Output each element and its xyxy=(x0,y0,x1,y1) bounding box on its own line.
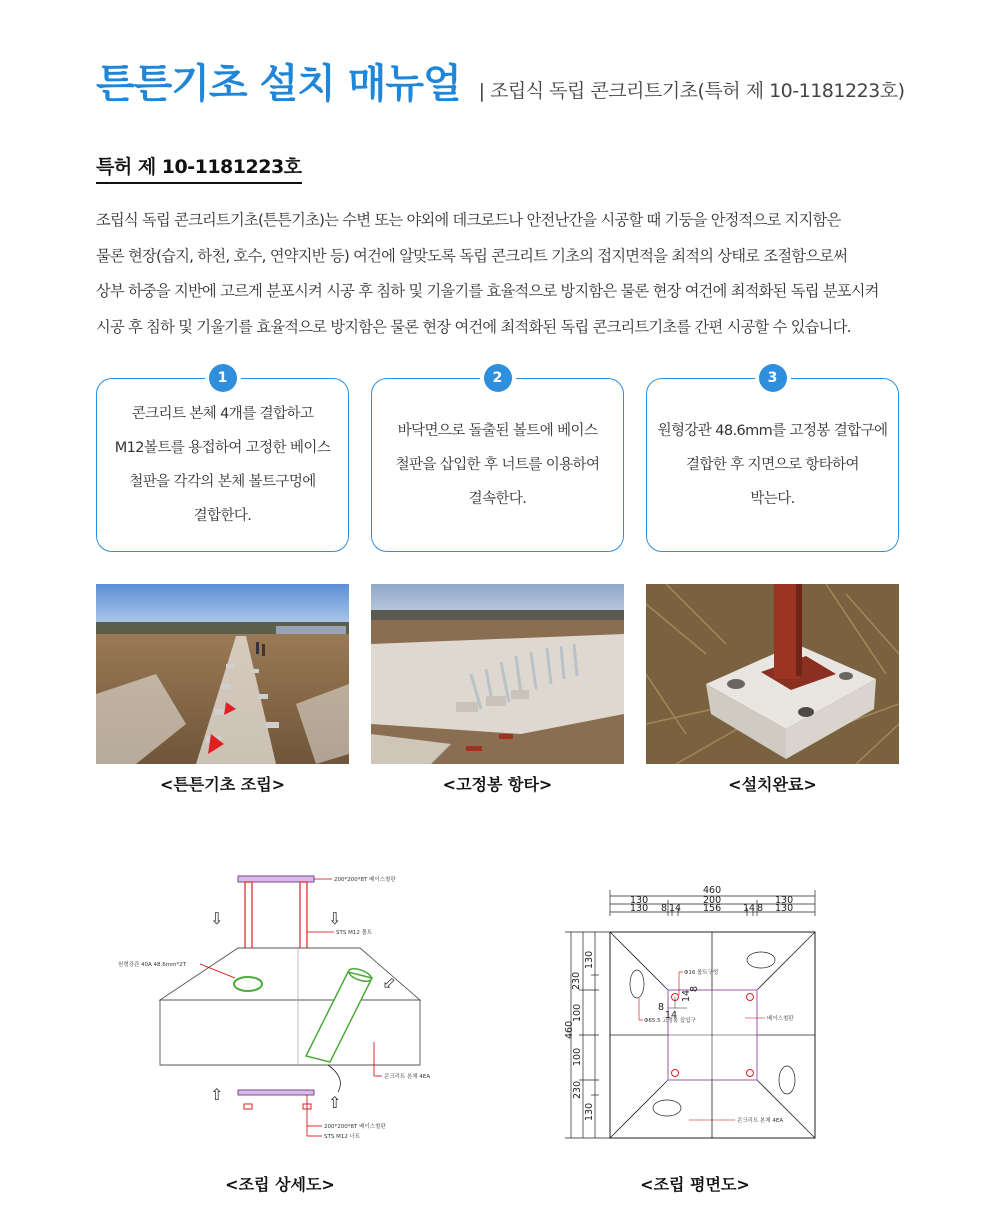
dim-label: 8 xyxy=(689,985,700,992)
photo-caption: <설치완료> xyxy=(728,775,817,794)
photo-caption: <고정봉 항타> xyxy=(442,775,553,794)
dim-label: 130 xyxy=(775,903,794,914)
intro-paragraph xyxy=(96,203,904,345)
label-nut: STS M12 너트 xyxy=(324,1134,361,1140)
step-line: 콘크리트 본체 4개를 결합하고 xyxy=(131,406,314,422)
dim-label: 130 xyxy=(630,895,649,906)
dim-label: 14 xyxy=(665,1010,678,1021)
dim-label: 100 xyxy=(572,1047,583,1066)
photo-assembly xyxy=(96,584,349,764)
step-number-badge: 2 xyxy=(484,364,512,392)
page-title: 튼튼기초 설치 매뉴얼 xyxy=(96,61,461,107)
section-title: 특허 제 10-1181223호 xyxy=(96,152,302,184)
diagram-caption: <조립 평면도> xyxy=(640,1175,750,1194)
photo-pile-driving xyxy=(371,584,624,764)
arrow-down-icon: ⇩ xyxy=(210,909,224,928)
step-card-3 xyxy=(646,370,899,552)
step-text xyxy=(380,414,615,516)
step-text xyxy=(655,414,890,516)
photo-caption: <튼튼기초 조립> xyxy=(159,775,286,794)
dim-label: 130 xyxy=(630,903,649,914)
dim-label: 130 xyxy=(775,895,794,906)
step-line: 결속한다. xyxy=(468,491,527,507)
label-top-plate: 200*200*8T 베이스철판 xyxy=(334,877,396,883)
step-line: 원형강관 48.6mm를 고정봉 결합구에 xyxy=(657,423,888,439)
label-body: 콘크리트 본체 4EA xyxy=(384,1074,431,1080)
dim-label: 130 xyxy=(584,1102,595,1121)
arrow-up-icon: ⇧ xyxy=(210,1085,224,1104)
step-text xyxy=(105,397,340,533)
step-card-1 xyxy=(96,370,349,552)
dim-label: 14 xyxy=(743,903,756,914)
dim-label: 8 xyxy=(661,903,668,914)
dim-label: 8 xyxy=(658,1002,665,1013)
dim-label: 14 xyxy=(669,903,682,914)
dim-total-left: 460 xyxy=(564,1020,575,1039)
intro-line: 조립식 독립 콘크리트기초(튼튼기초)는 수변 또는 야외에 데크로드나 안전난간을 시공할 때 기둥을 안정적으로 지지함은 xyxy=(96,211,841,229)
dim-label: 100 xyxy=(572,1003,583,1022)
arrow-up-icon: ⇧ xyxy=(328,1093,342,1112)
step-number-badge: 3 xyxy=(759,364,787,392)
step-line: 결합한 후 지면으로 항타하여 xyxy=(686,457,859,473)
intro-line: 상부 하중을 지반에 고르게 분포시켜 시공 후 침하 및 기울기를 효율적으로 방지함은 물론 현장 여건에 최적화된 독립 분포시켜 xyxy=(96,282,879,300)
label-pipe-hole: Φ65.5 고정봉 삽입구 xyxy=(644,1018,696,1024)
step-line: M12볼트를 용접하여 고정한 베이스 xyxy=(114,440,331,456)
step-card-2 xyxy=(371,370,624,552)
header xyxy=(96,52,905,109)
page-subtitle: | 조립식 독립 콘크리트기초(특허 제 10-1181223호) xyxy=(478,80,905,102)
intro-line: 물론 현장(습지, 하천, 호수, 연약지반 등) 여건에 알맞도록 독립 콘크리트 기초의 접지면적을 최적의 상태로 조절함으로써 xyxy=(96,246,848,265)
label-base-plate: 베이스철판 xyxy=(767,1016,794,1022)
arrow-diagonal-icon: ⇩ xyxy=(377,971,401,995)
dim-total-top: 460 xyxy=(703,885,722,896)
label-bolt-hole: Φ16 볼트구멍 xyxy=(684,970,719,976)
step-number-badge: 1 xyxy=(209,364,237,392)
diagram-caption: <조립 상세도> xyxy=(225,1175,335,1194)
label-plan-body: 콘크리트 본체 4EA xyxy=(737,1118,784,1124)
intro-line: 시공 후 침하 및 기울기를 효율적으로 방지함은 물론 현장 여건에 최적화된 독립 콘크리트기초를 간편 시공할 수 있습니다. xyxy=(96,317,851,336)
step-line: 박는다. xyxy=(750,491,795,507)
dim-label: 156 xyxy=(703,903,722,914)
label-pipe: 원형강관 40A 48.6mm*2T xyxy=(118,962,187,968)
dim-label: 230 xyxy=(572,1080,583,1099)
dim-label: 200 xyxy=(703,895,722,906)
assembly-detail-diagram xyxy=(110,860,470,1154)
step-line: 철판을 삽입한 후 너트를 이용하여 xyxy=(395,457,600,473)
label-bottom-plate: 200*200*8T 베이스철판 xyxy=(324,1124,386,1130)
label-bolt: STS M12 볼트 xyxy=(336,930,373,936)
dim-label: 14 xyxy=(681,989,692,1002)
dim-label: 130 xyxy=(584,950,595,969)
photo-complete xyxy=(646,584,899,764)
step-line: 결합한다. xyxy=(193,508,252,524)
step-line: 철판을 각각의 본체 볼트구멍에 xyxy=(129,474,316,490)
dim-label: 8 xyxy=(757,903,764,914)
dim-label: 230 xyxy=(571,971,582,990)
step-line: 바닥면으로 돌출된 볼트에 베이스 xyxy=(397,423,598,439)
assembly-plan-diagram xyxy=(555,880,835,1154)
arrow-down-icon: ⇩ xyxy=(328,909,342,928)
